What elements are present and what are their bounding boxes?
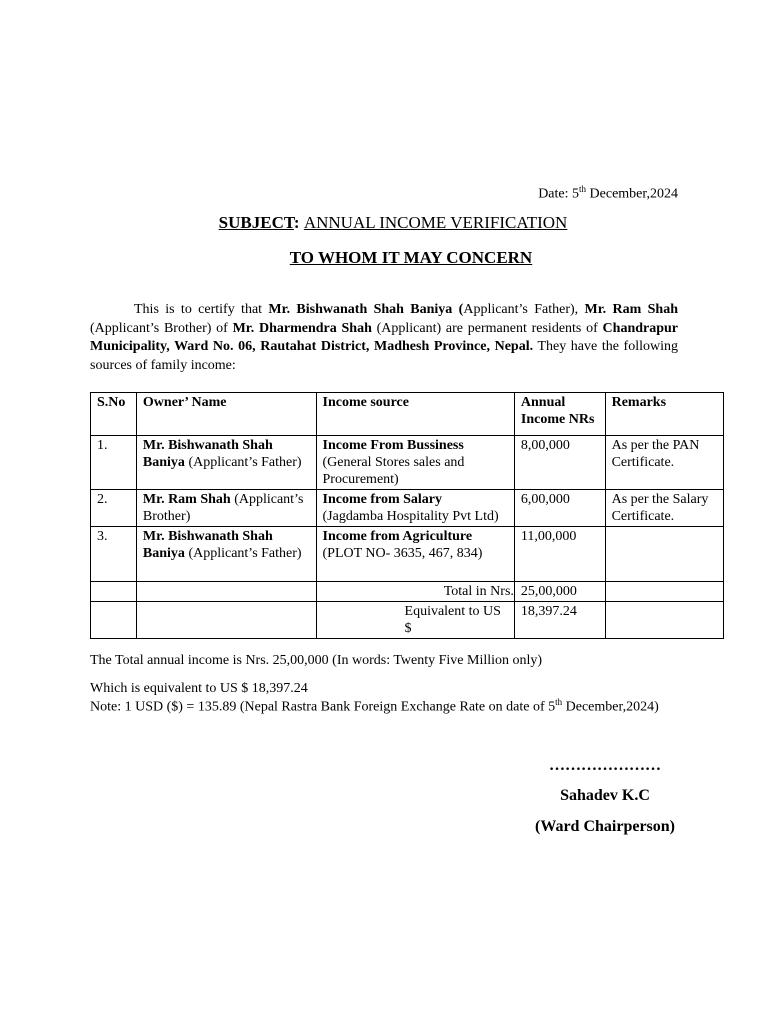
date-suffix: December,2024 [586, 186, 678, 202]
para-text-4: (Applicant) are permanent residents of [371, 320, 603, 336]
para-text-5: They have the following sources of family income: [90, 339, 678, 373]
header-remarks: Remarks [605, 393, 723, 436]
row-sno: 2. [91, 490, 137, 527]
row-source [316, 490, 514, 527]
subject-line [0, 213, 768, 233]
para-text-2: Applicant’s Father), [463, 302, 585, 317]
row-source [316, 436, 514, 490]
date-line [538, 184, 678, 203]
owner-name: Mr. Bishwanath Shah Baniya [142, 529, 273, 561]
row-remarks: As per the PAN Certificate. [605, 436, 723, 490]
owner-relation: (Applicant’s Father) [184, 546, 302, 561]
exchange-note: Note: 1 USD ($) = 135.89 (Nepal Rastra Bank Foreign Exchange Rate on date of 5th December,2024) [90, 697, 659, 715]
date-prefix: Date: 5 [538, 186, 580, 202]
header-sno: S.No [91, 393, 137, 436]
para-applicant: Mr. Dharmendra Shah [232, 320, 372, 336]
total-label: Total in Nrs. [316, 582, 514, 602]
owner-name: Mr. Ram Shah [142, 492, 231, 507]
para-father: Mr. Bishwanath Shah Baniya ( [268, 302, 464, 317]
header-amount: Annual Income NRs [514, 393, 605, 436]
concern-heading: TO WHOM IT MAY CONCERN [289, 248, 533, 267]
source-detail: (General Stores sales and Procurement) [322, 455, 465, 487]
date-sup: th [579, 184, 587, 194]
row-remarks [605, 527, 723, 582]
table-row [91, 490, 724, 527]
income-table [90, 392, 724, 639]
signature-dots: ………………… [549, 757, 661, 774]
para-brother: Mr. Ram Shah [584, 302, 678, 317]
total-summary: The Total annual income is Nrs. 25,00,000 (In words: Twenty Five Million only) [90, 653, 543, 668]
source-title: Income from Agriculture [322, 529, 473, 544]
table-row [91, 527, 724, 582]
row-amount: 8,00,000 [514, 436, 605, 490]
row-amount: 6,00,000 [514, 490, 605, 527]
row-sno: 3. [91, 527, 137, 582]
owner-name: Mr. Bishwanath Shah Baniya [142, 438, 273, 470]
source-title: Income from Salary [322, 492, 443, 507]
subject-colon: : [293, 213, 304, 232]
subject-text: ANNUAL INCOME VERIFICATION [303, 213, 568, 232]
owner-relation: (Applicant’s Brother) [142, 492, 304, 524]
para-address: Chandrapur Municipality, Ward No. 06, Rautahat District, Madhesh Province, Nepal. [90, 320, 679, 354]
signatory-name: Sahadev K.C [560, 787, 650, 804]
total-row [91, 582, 724, 602]
total-value: 25,00,000 [514, 582, 605, 602]
row-owner [136, 527, 316, 582]
source-title: Income From Bussiness [322, 438, 464, 453]
usd-summary: Which is equivalent to US $ 18,397.24 [90, 681, 308, 696]
row-owner [136, 490, 316, 527]
usd-value: 18,397.24 [514, 602, 605, 639]
table-header-row [91, 393, 724, 436]
para-text-1: This is to certify that [134, 302, 269, 317]
row-remarks: As per the Salary Certificate. [605, 490, 723, 527]
row-owner [136, 436, 316, 490]
header-owner: Owner’ Name [136, 393, 316, 436]
usd-label: Equivalent to US $ [316, 602, 514, 639]
header-source: Income source [316, 393, 514, 436]
signatory-title: (Ward Chairperson) [535, 818, 675, 835]
row-sno: 1. [91, 436, 137, 490]
usd-row [91, 602, 724, 639]
source-detail: (PLOT NO- 3635, 467, 834) [322, 546, 483, 561]
para-text-3: (Applicant’s Brother) of [90, 320, 233, 336]
table-row [91, 436, 724, 490]
subject-label: SUBJECT [218, 213, 294, 232]
source-detail: (Jagdamba Hospitality Pvt Ltd) [322, 509, 499, 524]
row-source [316, 527, 514, 582]
row-amount: 11,00,000 [514, 527, 605, 582]
certify-paragraph [90, 301, 678, 375]
owner-relation: (Applicant’s Father) [184, 455, 302, 470]
